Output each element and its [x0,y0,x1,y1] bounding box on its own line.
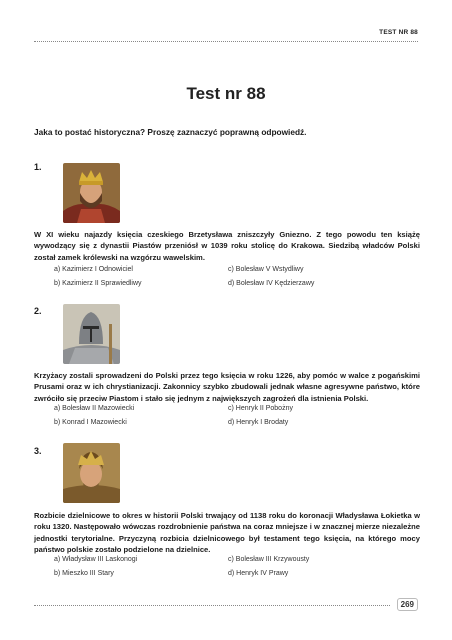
bottom-divider [34,605,390,606]
portrait-3 [63,443,120,503]
answer-3c[interactable]: c) Bolesław III Krzywousty [228,556,310,563]
answer-1a[interactable]: a) Kazimierz I Odnowiciel [54,266,133,273]
answer-2b[interactable]: b) Konrad I Mazowiecki [54,419,127,426]
answer-3a[interactable]: a) Władysław III Laskonogi [54,556,138,563]
question-2-text: Krzyżacy zostali sprowadzeni do Polski przez tego księcia w roku 1226, aby pomóc w walce z pogańskimi Prusami oraz w ich chrystianizacji. Zakonnicy szybko zbudowali jednak własne agresywne państwo, które zwróciło się przeciw Piastom i stało się jednym z największych zagrożeń dla istnienia Polski. [34,371,420,403]
question-3-number: 3. [34,446,42,456]
question-1-number: 1. [34,162,42,172]
portrait-1 [63,163,120,223]
answer-2a[interactable]: a) Bolesław II Mazowiecki [54,405,135,412]
question-1-text: W XI wieku najazdy księcia czeskiego Brzetysława zniszczyły Gniezno. Z tego powodu ten książę wywodzący się z dynastii Piastów przeniósł w 1039 roku stolicę do Krakowa. Siedzibą władców Polski został zamek królewski na wzgórzu wawelskim. [34,230,420,262]
page-number: 269 [397,598,418,611]
answer-1d[interactable]: d) Bolesław IV Kędzierzawy [228,280,315,287]
answer-3b[interactable]: b) Mieszko III Stary [54,570,114,577]
answer-1b[interactable]: b) Kazimierz II Sprawiedliwy [54,280,142,287]
top-divider [34,41,418,42]
header-label: TEST NR 88 [379,29,418,36]
question-3-text: Rozbicie dzielnicowe to okres w historii Polski trwający od 1138 roku do koronacji Władysława Łokietka w roku 1320. Następowało wówczas rozdrobnienie państwa na coraz mniejsze i w znacznej mierze niezależne jednostki terytorialne. Przyczyną rozbicia dzielnicowego był testament tego księcia, na którego mocy państwo polskie zostało podzielone na dzielnice. [34,511,420,555]
page-title: Test nr 88 [186,84,266,103]
answer-2d[interactable]: d) Henryk I Brodaty [228,419,289,426]
answer-1c[interactable]: c) Bolesław V Wstydliwy [228,266,304,273]
portrait-2 [63,304,120,364]
answer-3d[interactable]: d) Henryk IV Prawy [228,570,289,577]
answer-2c[interactable]: c) Henryk II Pobożny [228,405,293,412]
instruction: Jaka to postać historyczna? Proszę zaznaczyć poprawną odpowiedź. [34,127,307,137]
question-2-number: 2. [34,306,42,316]
